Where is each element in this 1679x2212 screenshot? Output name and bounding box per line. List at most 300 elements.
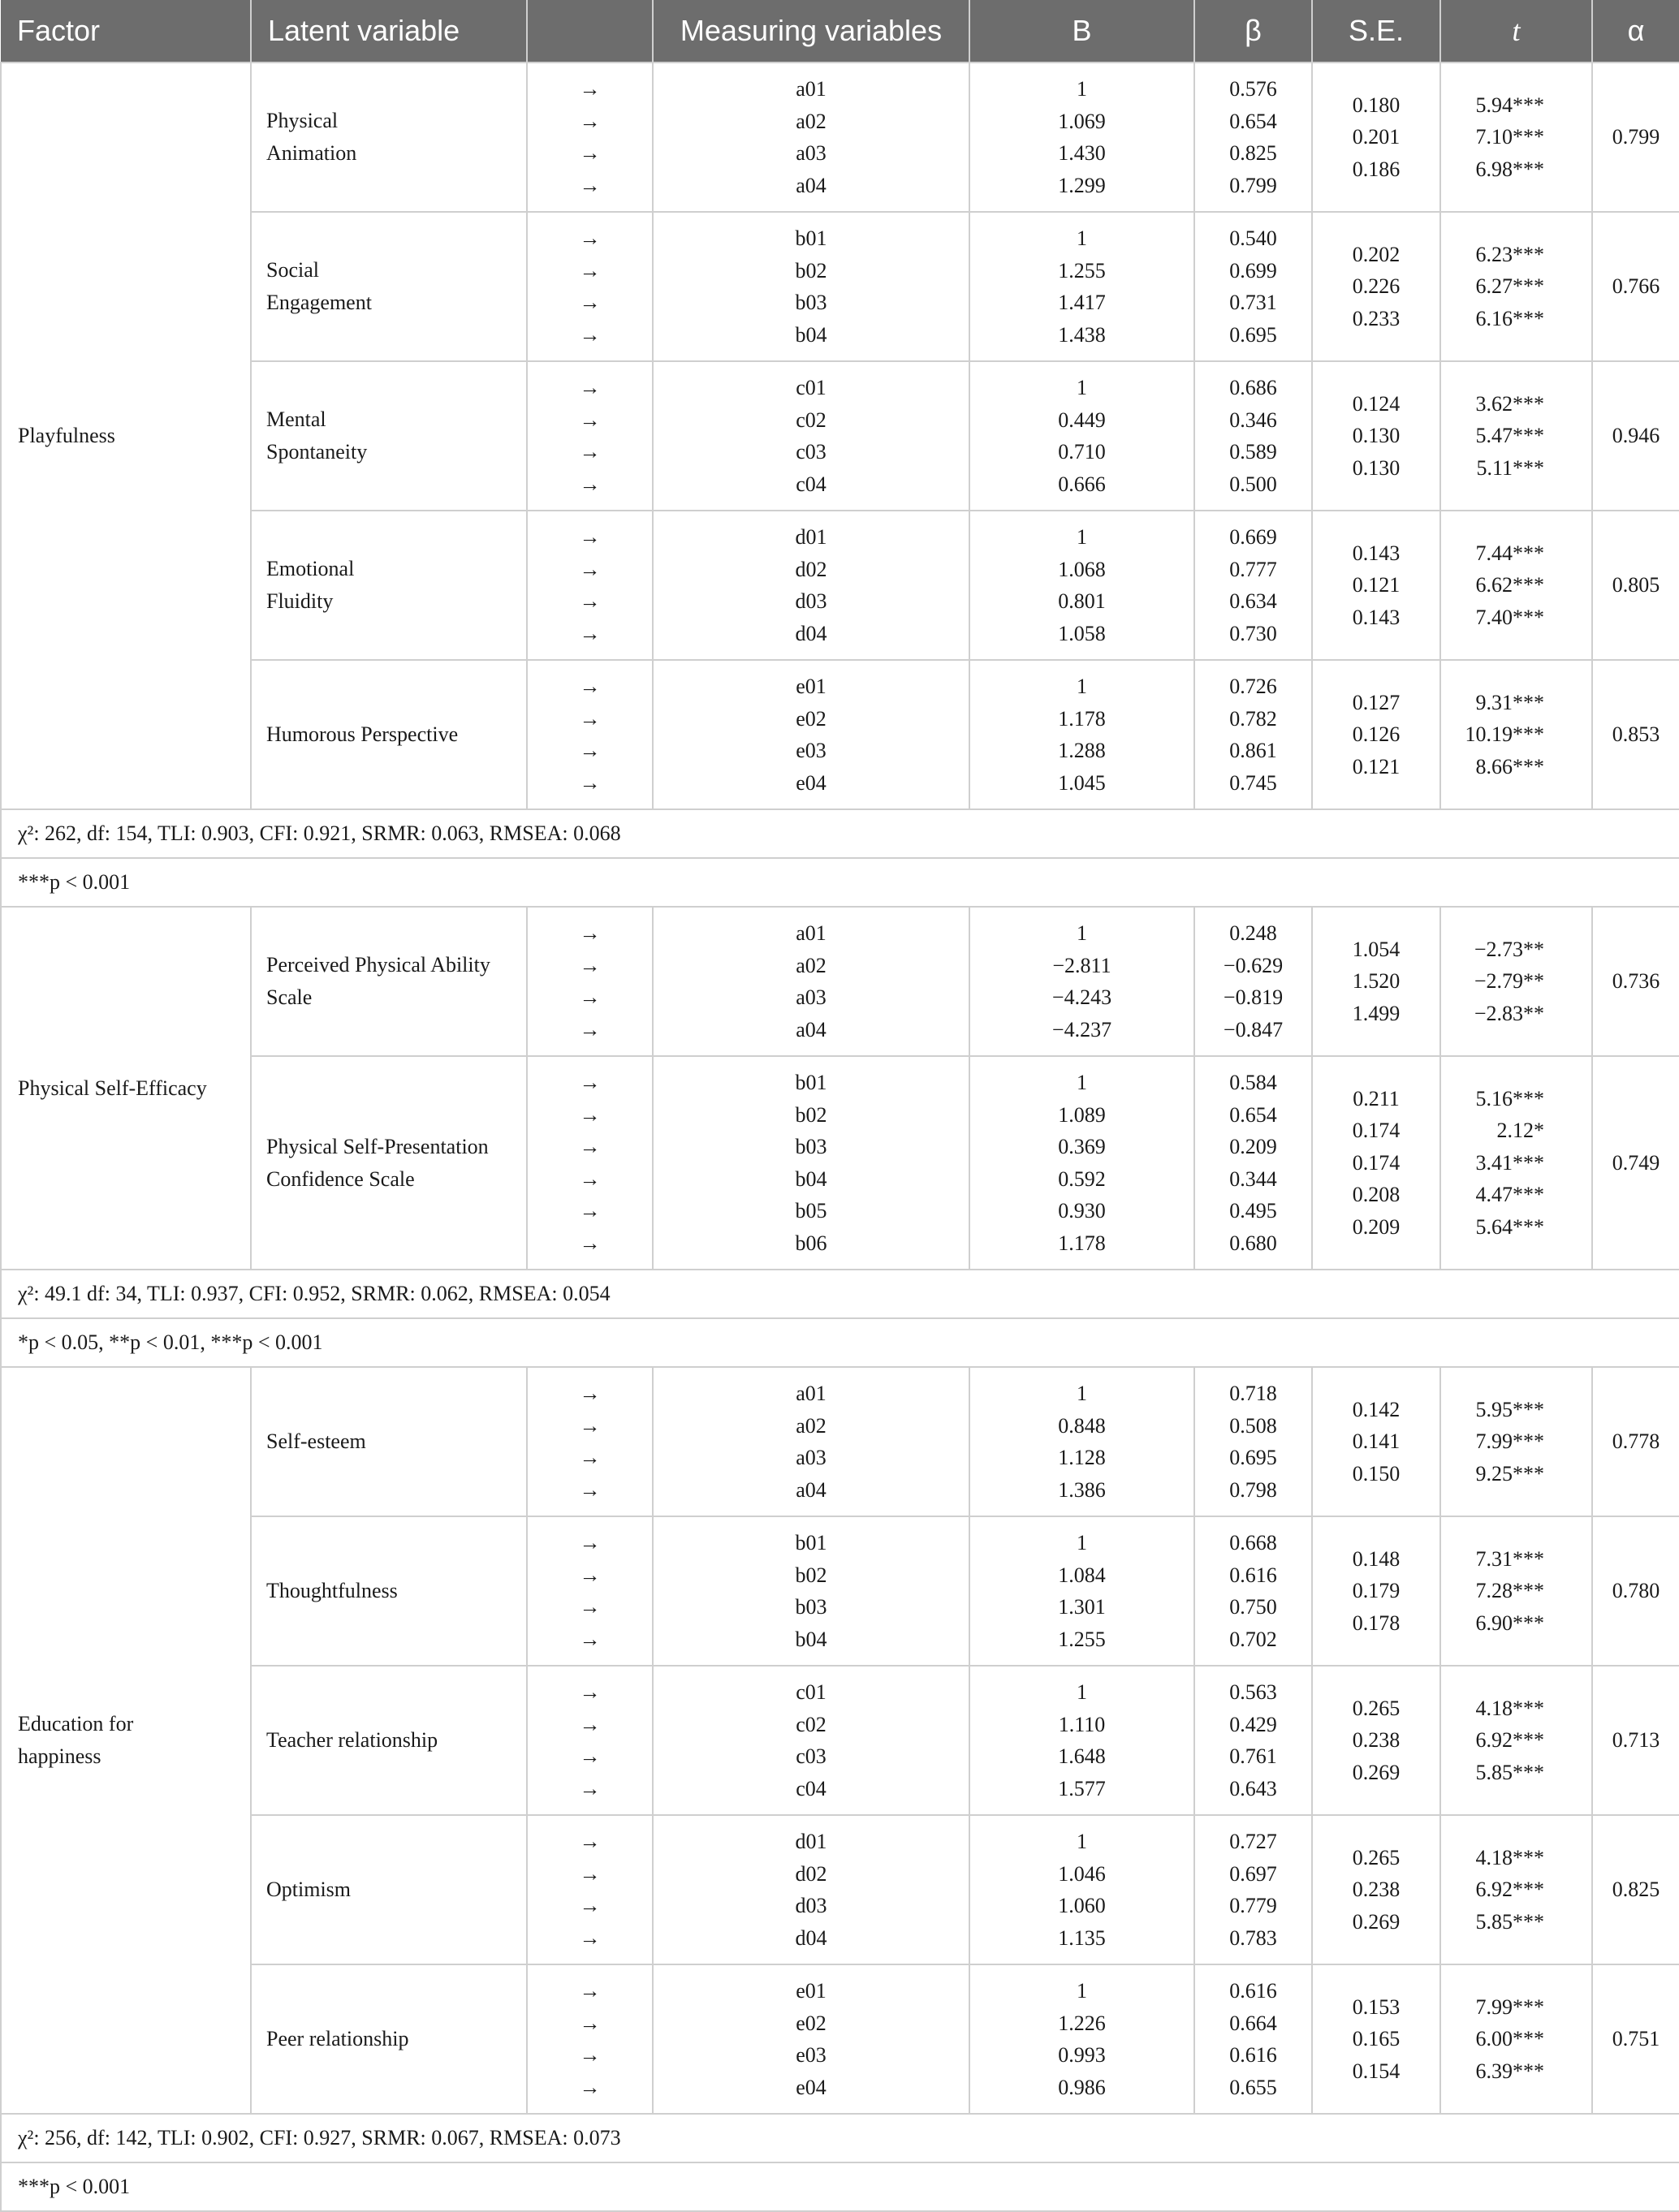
alpha-cell: 0.799 xyxy=(1592,63,1679,212)
significance-note: *p < 0.05, **p < 0.01, ***p < 0.001 xyxy=(1,1318,1679,1367)
measuring-variables-cell xyxy=(653,1666,969,1815)
b-value-lines xyxy=(970,1975,1193,2103)
t-value-lines xyxy=(1441,521,1591,633)
alpha-cell: 0.749 xyxy=(1592,1056,1679,1270)
arrow-cell xyxy=(527,1964,653,2114)
arrow-icon: → xyxy=(579,109,601,133)
measuring-variables-cell xyxy=(653,212,969,361)
b-value: −4.243 xyxy=(1051,985,1112,1009)
measuring-variable: a04 xyxy=(796,1017,827,1041)
arrow-lines xyxy=(528,1067,652,1259)
measuring-variable: b02 xyxy=(795,1102,827,1127)
b-value: 1.417 xyxy=(1058,291,1106,314)
b-value: 1.110 xyxy=(1058,1712,1106,1736)
t-cell xyxy=(1440,1367,1592,1516)
se-value: 0.130 xyxy=(1352,455,1401,480)
se-cell xyxy=(1312,660,1440,809)
se-value: 0.265 xyxy=(1352,1696,1401,1720)
arrow-icon: → xyxy=(579,258,601,282)
se-value: 0.143 xyxy=(1352,605,1401,629)
se-value: 1.520 xyxy=(1352,969,1401,994)
b-value: 0.449 xyxy=(1058,407,1106,432)
se-value: 0.186 xyxy=(1352,157,1401,181)
b-value-lines xyxy=(970,1527,1193,1655)
arrow-icon: → xyxy=(579,1531,601,1554)
se-value: 0.226 xyxy=(1352,274,1401,299)
t-value: 3.41*** xyxy=(1475,1150,1544,1175)
beta-value: 0.576 xyxy=(1229,77,1277,101)
measuring-variable-lines xyxy=(654,73,969,201)
b-value: 1.058 xyxy=(1058,621,1106,645)
se-value-lines xyxy=(1313,1527,1439,1639)
header-beta: β xyxy=(1194,0,1312,63)
measuring-variable-lines xyxy=(654,1975,969,2103)
measuring-variable: b04 xyxy=(795,1166,827,1191)
t-value: 9.25*** xyxy=(1475,1461,1544,1485)
beta-value: 0.654 xyxy=(1229,109,1277,133)
se-cell xyxy=(1312,1666,1440,1815)
t-cell xyxy=(1440,907,1592,1056)
beta-value: 0.718 xyxy=(1229,1382,1277,1405)
arrow-icon: → xyxy=(579,921,601,945)
measuring-variable: d04 xyxy=(795,621,827,645)
se-cell xyxy=(1312,907,1440,1056)
alpha-cell: 0.780 xyxy=(1592,1516,1679,1666)
b-value: 1.069 xyxy=(1058,109,1106,133)
t-value: 10.19*** xyxy=(1465,722,1544,747)
beta-value: 0.563 xyxy=(1229,1680,1277,1704)
t-value: 8.66*** xyxy=(1475,754,1544,778)
arrow-icon: → xyxy=(579,1563,601,1587)
t-value: 4.47*** xyxy=(1475,1183,1544,1207)
t-value: 6.00*** xyxy=(1475,2027,1544,2051)
alpha-cell: 0.736 xyxy=(1592,907,1679,1056)
b-value: 1.045 xyxy=(1058,770,1106,795)
measuring-variable: b03 xyxy=(795,1595,827,1619)
b-value: −4.237 xyxy=(1051,1017,1112,1041)
measuring-variable: b05 xyxy=(795,1199,827,1222)
se-value-lines xyxy=(1313,1826,1439,1938)
factor-cell: Education for happiness xyxy=(1,1367,251,2114)
table-body xyxy=(1,63,1679,2211)
beta-value: 0.634 xyxy=(1229,589,1277,613)
arrow-icon: → xyxy=(579,1861,601,1886)
table-row xyxy=(1,212,1679,361)
measuring-variable: e03 xyxy=(796,2043,827,2067)
measuring-variable: d03 xyxy=(795,589,827,613)
b-value: −2.811 xyxy=(1052,953,1111,977)
arrow-icon: → xyxy=(579,376,601,399)
b-value: 1 xyxy=(1077,1382,1087,1405)
measuring-variable: b01 xyxy=(795,1531,827,1554)
header-measuring-variables: Measuring variables xyxy=(653,0,969,63)
b-value-lines xyxy=(970,670,1193,799)
measuring-variable: e03 xyxy=(796,739,827,762)
header-b: B xyxy=(969,0,1194,63)
measuring-variable: b01 xyxy=(795,226,827,250)
arrow-lines xyxy=(528,372,652,500)
beta-cell xyxy=(1194,1367,1312,1516)
beta-value: 0.589 xyxy=(1229,440,1277,464)
se-value: 0.180 xyxy=(1352,93,1401,117)
t-value: 7.99*** xyxy=(1475,1994,1544,2019)
latent-variable-cell: Self-esteem xyxy=(251,1367,527,1516)
se-value: 0.174 xyxy=(1352,1119,1401,1143)
t-cell xyxy=(1440,1815,1592,1964)
table-row xyxy=(1,1815,1679,1964)
arrow-cell xyxy=(527,511,653,660)
b-value-lines xyxy=(970,1676,1193,1805)
b-value: 1.178 xyxy=(1058,706,1106,731)
b-value: 1 xyxy=(1077,376,1087,399)
b-value: 1.068 xyxy=(1058,557,1106,581)
arrow-icon: → xyxy=(579,985,601,1009)
arrow-icon: → xyxy=(579,141,601,165)
t-value: 2.12* xyxy=(1496,1119,1544,1143)
significance-row xyxy=(1,858,1679,907)
arrow-icon: → xyxy=(579,1979,601,2003)
b-value-lines xyxy=(970,1826,1193,1954)
measuring-variable: b03 xyxy=(795,291,827,314)
b-value: 0.710 xyxy=(1058,440,1106,464)
b-value: 1.135 xyxy=(1058,1925,1106,1950)
b-cell xyxy=(969,1367,1194,1516)
se-value: 0.202 xyxy=(1352,242,1401,266)
se-cell xyxy=(1312,361,1440,511)
measuring-variables-cell xyxy=(653,1056,969,1270)
b-value: 1 xyxy=(1077,1071,1087,1094)
measuring-variable-lines xyxy=(654,1676,969,1805)
t-value-lines xyxy=(1441,1067,1591,1243)
arrow-lines xyxy=(528,670,652,799)
arrow-icon: → xyxy=(579,675,601,698)
b-value: 1.060 xyxy=(1058,1894,1106,1917)
t-value: 7.31*** xyxy=(1475,1546,1544,1571)
arrow-lines xyxy=(528,1676,652,1805)
beta-value: 0.508 xyxy=(1229,1413,1277,1438)
arrow-icon: → xyxy=(579,322,601,347)
arrow-icon: → xyxy=(579,1830,601,1853)
beta-value-lines xyxy=(1195,670,1311,799)
beta-value: 0.668 xyxy=(1229,1531,1277,1554)
b-value-lines xyxy=(970,222,1193,351)
arrow-icon: → xyxy=(579,1776,601,1800)
beta-cell xyxy=(1194,361,1312,511)
beta-value: 0.669 xyxy=(1229,525,1277,549)
beta-value-lines xyxy=(1195,372,1311,500)
header-latent-variable: Latent variable xyxy=(251,0,527,63)
beta-cell xyxy=(1194,63,1312,212)
beta-value: 0.695 xyxy=(1229,322,1277,347)
b-value: 1 xyxy=(1077,921,1087,945)
measuring-variable-lines xyxy=(654,1378,969,1506)
se-value: 0.148 xyxy=(1352,1546,1401,1571)
se-value: 0.126 xyxy=(1352,722,1401,747)
se-value-lines xyxy=(1313,917,1439,1029)
beta-value-lines xyxy=(1195,917,1311,1046)
se-cell xyxy=(1312,212,1440,361)
b-value: 1 xyxy=(1077,1979,1087,2003)
t-value: 7.44*** xyxy=(1475,541,1544,565)
b-value: 0.930 xyxy=(1058,1199,1106,1222)
model-fit-note: χ²: 49.1 df: 34, TLI: 0.937, CFI: 0.952, SRMR: 0.062, RMSEA: 0.054 xyxy=(1,1270,1679,1318)
arrow-lines xyxy=(528,1527,652,1655)
beta-value: −0.819 xyxy=(1223,985,1284,1009)
measuring-variables-cell xyxy=(653,1815,969,1964)
arrow-icon: → xyxy=(579,1071,601,1094)
significance-row xyxy=(1,2162,1679,2211)
t-cell xyxy=(1440,212,1592,361)
beta-cell xyxy=(1194,660,1312,809)
beta-value: 0.798 xyxy=(1229,1477,1277,1502)
se-value: 0.178 xyxy=(1352,1610,1401,1635)
arrow-icon: → xyxy=(579,1135,601,1158)
arrow-icon: → xyxy=(579,1166,601,1191)
b-cell xyxy=(969,1815,1194,1964)
t-value: 6.62*** xyxy=(1475,573,1544,597)
b-value: 0.666 xyxy=(1058,472,1106,496)
alpha-cell: 0.713 xyxy=(1592,1666,1679,1815)
arrow-cell xyxy=(527,212,653,361)
se-value: 0.238 xyxy=(1352,1878,1401,1902)
b-value: 1.301 xyxy=(1058,1595,1106,1619)
arrow-lines xyxy=(528,73,652,201)
measuring-variable-lines xyxy=(654,1826,969,1954)
measuring-variables-cell xyxy=(653,1964,969,2114)
t-value: 5.95*** xyxy=(1475,1397,1544,1421)
arrow-cell xyxy=(527,1056,653,1270)
b-value-lines xyxy=(970,1378,1193,1506)
latent-variable-cell: Social Engagement xyxy=(251,212,527,361)
measuring-variable-lines xyxy=(654,521,969,649)
se-value: 0.269 xyxy=(1352,1909,1401,1934)
t-value: 5.85*** xyxy=(1475,1760,1544,1784)
arrow-icon: → xyxy=(579,1477,601,1502)
alpha-cell: 0.825 xyxy=(1592,1815,1679,1964)
se-value: 1.054 xyxy=(1352,937,1401,961)
measuring-variable: e02 xyxy=(796,706,827,731)
se-cell xyxy=(1312,1367,1440,1516)
beta-value: 0.799 xyxy=(1229,173,1277,197)
se-value: 0.208 xyxy=(1352,1183,1401,1207)
measuring-variable: d01 xyxy=(795,1830,827,1853)
model-fit-note: χ²: 256, df: 142, TLI: 0.902, CFI: 0.927, SRMR: 0.067, RMSEA: 0.073 xyxy=(1,2114,1679,2162)
beta-value: 0.761 xyxy=(1229,1744,1277,1768)
b-cell xyxy=(969,212,1194,361)
measuring-variable: e04 xyxy=(796,2075,827,2099)
beta-cell xyxy=(1194,1815,1312,1964)
b-value: 1.288 xyxy=(1058,739,1106,762)
beta-cell xyxy=(1194,1964,1312,2114)
b-value: 1.084 xyxy=(1058,1563,1106,1587)
beta-value: 0.686 xyxy=(1229,376,1277,399)
measuring-variables-cell xyxy=(653,63,969,212)
t-value: 6.90*** xyxy=(1475,1610,1544,1635)
se-value: 0.233 xyxy=(1352,306,1401,330)
t-value: 5.85*** xyxy=(1475,1909,1544,1934)
measuring-variables-cell xyxy=(653,511,969,660)
se-value-lines xyxy=(1313,222,1439,334)
b-value: 0.369 xyxy=(1058,1135,1106,1158)
measuring-variable: d01 xyxy=(795,525,827,549)
header-alpha: α xyxy=(1592,0,1679,63)
t-value: 5.64*** xyxy=(1475,1214,1544,1239)
table-row xyxy=(1,1056,1679,1270)
t-cell xyxy=(1440,660,1592,809)
t-value: 3.62*** xyxy=(1475,391,1544,416)
table-row xyxy=(1,361,1679,511)
se-cell xyxy=(1312,63,1440,212)
b-value: 1.226 xyxy=(1058,2011,1106,2035)
b-value: 1.577 xyxy=(1058,1776,1106,1800)
alpha-cell: 0.778 xyxy=(1592,1367,1679,1516)
table-row xyxy=(1,63,1679,212)
table-row xyxy=(1,660,1679,809)
t-value-lines xyxy=(1441,1378,1591,1490)
t-value-lines xyxy=(1441,1676,1591,1788)
beta-value: 0.745 xyxy=(1229,770,1277,795)
beta-value: 0.344 xyxy=(1229,1166,1277,1191)
arrow-icon: → xyxy=(579,226,601,250)
t-cell xyxy=(1440,1964,1592,2114)
beta-value: 0.695 xyxy=(1229,1446,1277,1469)
beta-value: 0.726 xyxy=(1229,675,1277,698)
arrow-cell xyxy=(527,63,653,212)
measuring-variable: a04 xyxy=(796,173,827,197)
beta-value: 0.429 xyxy=(1229,1712,1277,1736)
factor-cell: Playfulness xyxy=(1,63,251,809)
beta-value-lines xyxy=(1195,73,1311,201)
arrow-icon: → xyxy=(579,2011,601,2035)
beta-cell xyxy=(1194,1666,1312,1815)
b-value-lines xyxy=(970,917,1193,1046)
latent-variable-cell: Mental Spontaneity xyxy=(251,361,527,511)
t-value: 7.28*** xyxy=(1475,1579,1544,1603)
beta-value-lines xyxy=(1195,1975,1311,2103)
t-value-lines xyxy=(1441,917,1591,1029)
arrow-icon: → xyxy=(579,1627,601,1651)
beta-value-lines xyxy=(1195,521,1311,649)
table-row xyxy=(1,511,1679,660)
beta-value: 0.699 xyxy=(1229,258,1277,282)
beta-value: 0.500 xyxy=(1229,472,1277,496)
beta-value-lines xyxy=(1195,1676,1311,1805)
measuring-variable: b04 xyxy=(795,322,827,347)
beta-value: 0.731 xyxy=(1229,291,1277,314)
b-value-lines xyxy=(970,521,1193,649)
measuring-variable-lines xyxy=(654,1527,969,1655)
table-row xyxy=(1,1666,1679,1815)
se-value: 0.121 xyxy=(1352,754,1401,778)
arrow-cell xyxy=(527,660,653,809)
t-value: 4.18*** xyxy=(1475,1845,1544,1869)
beta-value: 0.730 xyxy=(1229,621,1277,645)
beta-value: 0.584 xyxy=(1229,1071,1277,1094)
beta-cell xyxy=(1194,1056,1312,1270)
measuring-variable: c01 xyxy=(796,376,827,399)
b-value: 0.592 xyxy=(1058,1166,1106,1191)
b-value: 1 xyxy=(1077,525,1087,549)
measuring-variable: c04 xyxy=(796,1776,827,1800)
arrow-cell xyxy=(527,1815,653,1964)
measuring-variable: d04 xyxy=(795,1925,827,1950)
beta-value: 0.495 xyxy=(1229,1199,1277,1222)
arrow-lines xyxy=(528,917,652,1046)
measuring-variable-lines xyxy=(654,1067,969,1259)
t-value: 6.23*** xyxy=(1475,242,1544,266)
beta-value: 0.750 xyxy=(1229,1595,1277,1619)
se-value-lines xyxy=(1313,1378,1439,1490)
t-value: −2.73** xyxy=(1474,937,1544,961)
latent-variable-cell: Peer relationship xyxy=(251,1964,527,2114)
measuring-variables-cell xyxy=(653,660,969,809)
table-row xyxy=(1,1516,1679,1666)
arrow-icon: → xyxy=(579,953,601,977)
latent-variable-cell: Optimism xyxy=(251,1815,527,1964)
beta-value-lines xyxy=(1195,1067,1311,1259)
t-value: 4.18*** xyxy=(1475,1696,1544,1720)
b-value-lines xyxy=(970,1067,1193,1259)
model-fit-note: χ²: 262, df: 154, TLI: 0.903, CFI: 0.921, SRMR: 0.063, RMSEA: 0.068 xyxy=(1,809,1679,858)
beta-value: 0.616 xyxy=(1229,1979,1277,2003)
significance-row xyxy=(1,1318,1679,1367)
measuring-variable: d02 xyxy=(795,1861,827,1886)
beta-value: 0.209 xyxy=(1229,1135,1277,1158)
alpha-cell: 0.766 xyxy=(1592,212,1679,361)
measuring-variable: a01 xyxy=(796,77,827,101)
b-value: 0.986 xyxy=(1058,2075,1106,2099)
arrow-icon: → xyxy=(579,1102,601,1127)
b-cell xyxy=(969,511,1194,660)
beta-value: −0.847 xyxy=(1223,1017,1284,1041)
b-value: 0.993 xyxy=(1058,2043,1106,2067)
measuring-variables-cell xyxy=(653,361,969,511)
header-t: t xyxy=(1440,0,1592,63)
t-value-lines xyxy=(1441,1527,1591,1639)
b-value: 1 xyxy=(1077,226,1087,250)
t-value: 5.94*** xyxy=(1475,93,1544,117)
se-cell xyxy=(1312,1516,1440,1666)
beta-value: 0.248 xyxy=(1229,921,1277,945)
measuring-variable: a02 xyxy=(796,953,827,977)
measuring-variable-lines xyxy=(654,222,969,351)
t-value: 6.16*** xyxy=(1475,306,1544,330)
se-cell xyxy=(1312,1964,1440,2114)
se-cell xyxy=(1312,511,1440,660)
measuring-variable: a01 xyxy=(796,921,827,945)
measuring-variable: a02 xyxy=(796,1413,827,1438)
arrow-icon: → xyxy=(579,472,601,496)
alpha-cell: 0.805 xyxy=(1592,511,1679,660)
t-value-lines xyxy=(1441,670,1591,783)
beta-value-lines xyxy=(1195,1378,1311,1506)
arrow-icon: → xyxy=(579,525,601,549)
arrow-icon: → xyxy=(579,440,601,464)
b-cell xyxy=(969,1056,1194,1270)
measuring-variable: e04 xyxy=(796,770,827,795)
se-value-lines xyxy=(1313,1975,1439,2087)
table-row xyxy=(1,907,1679,1056)
t-value: −2.79** xyxy=(1474,969,1544,994)
arrow-icon: → xyxy=(579,589,601,613)
arrow-lines xyxy=(528,1975,652,2103)
measuring-variable-lines xyxy=(654,372,969,500)
t-value-lines xyxy=(1441,1826,1591,1938)
arrow-icon: → xyxy=(579,2075,601,2099)
b-value-lines xyxy=(970,73,1193,201)
b-cell xyxy=(969,1964,1194,2114)
arrow-cell xyxy=(527,1367,653,1516)
